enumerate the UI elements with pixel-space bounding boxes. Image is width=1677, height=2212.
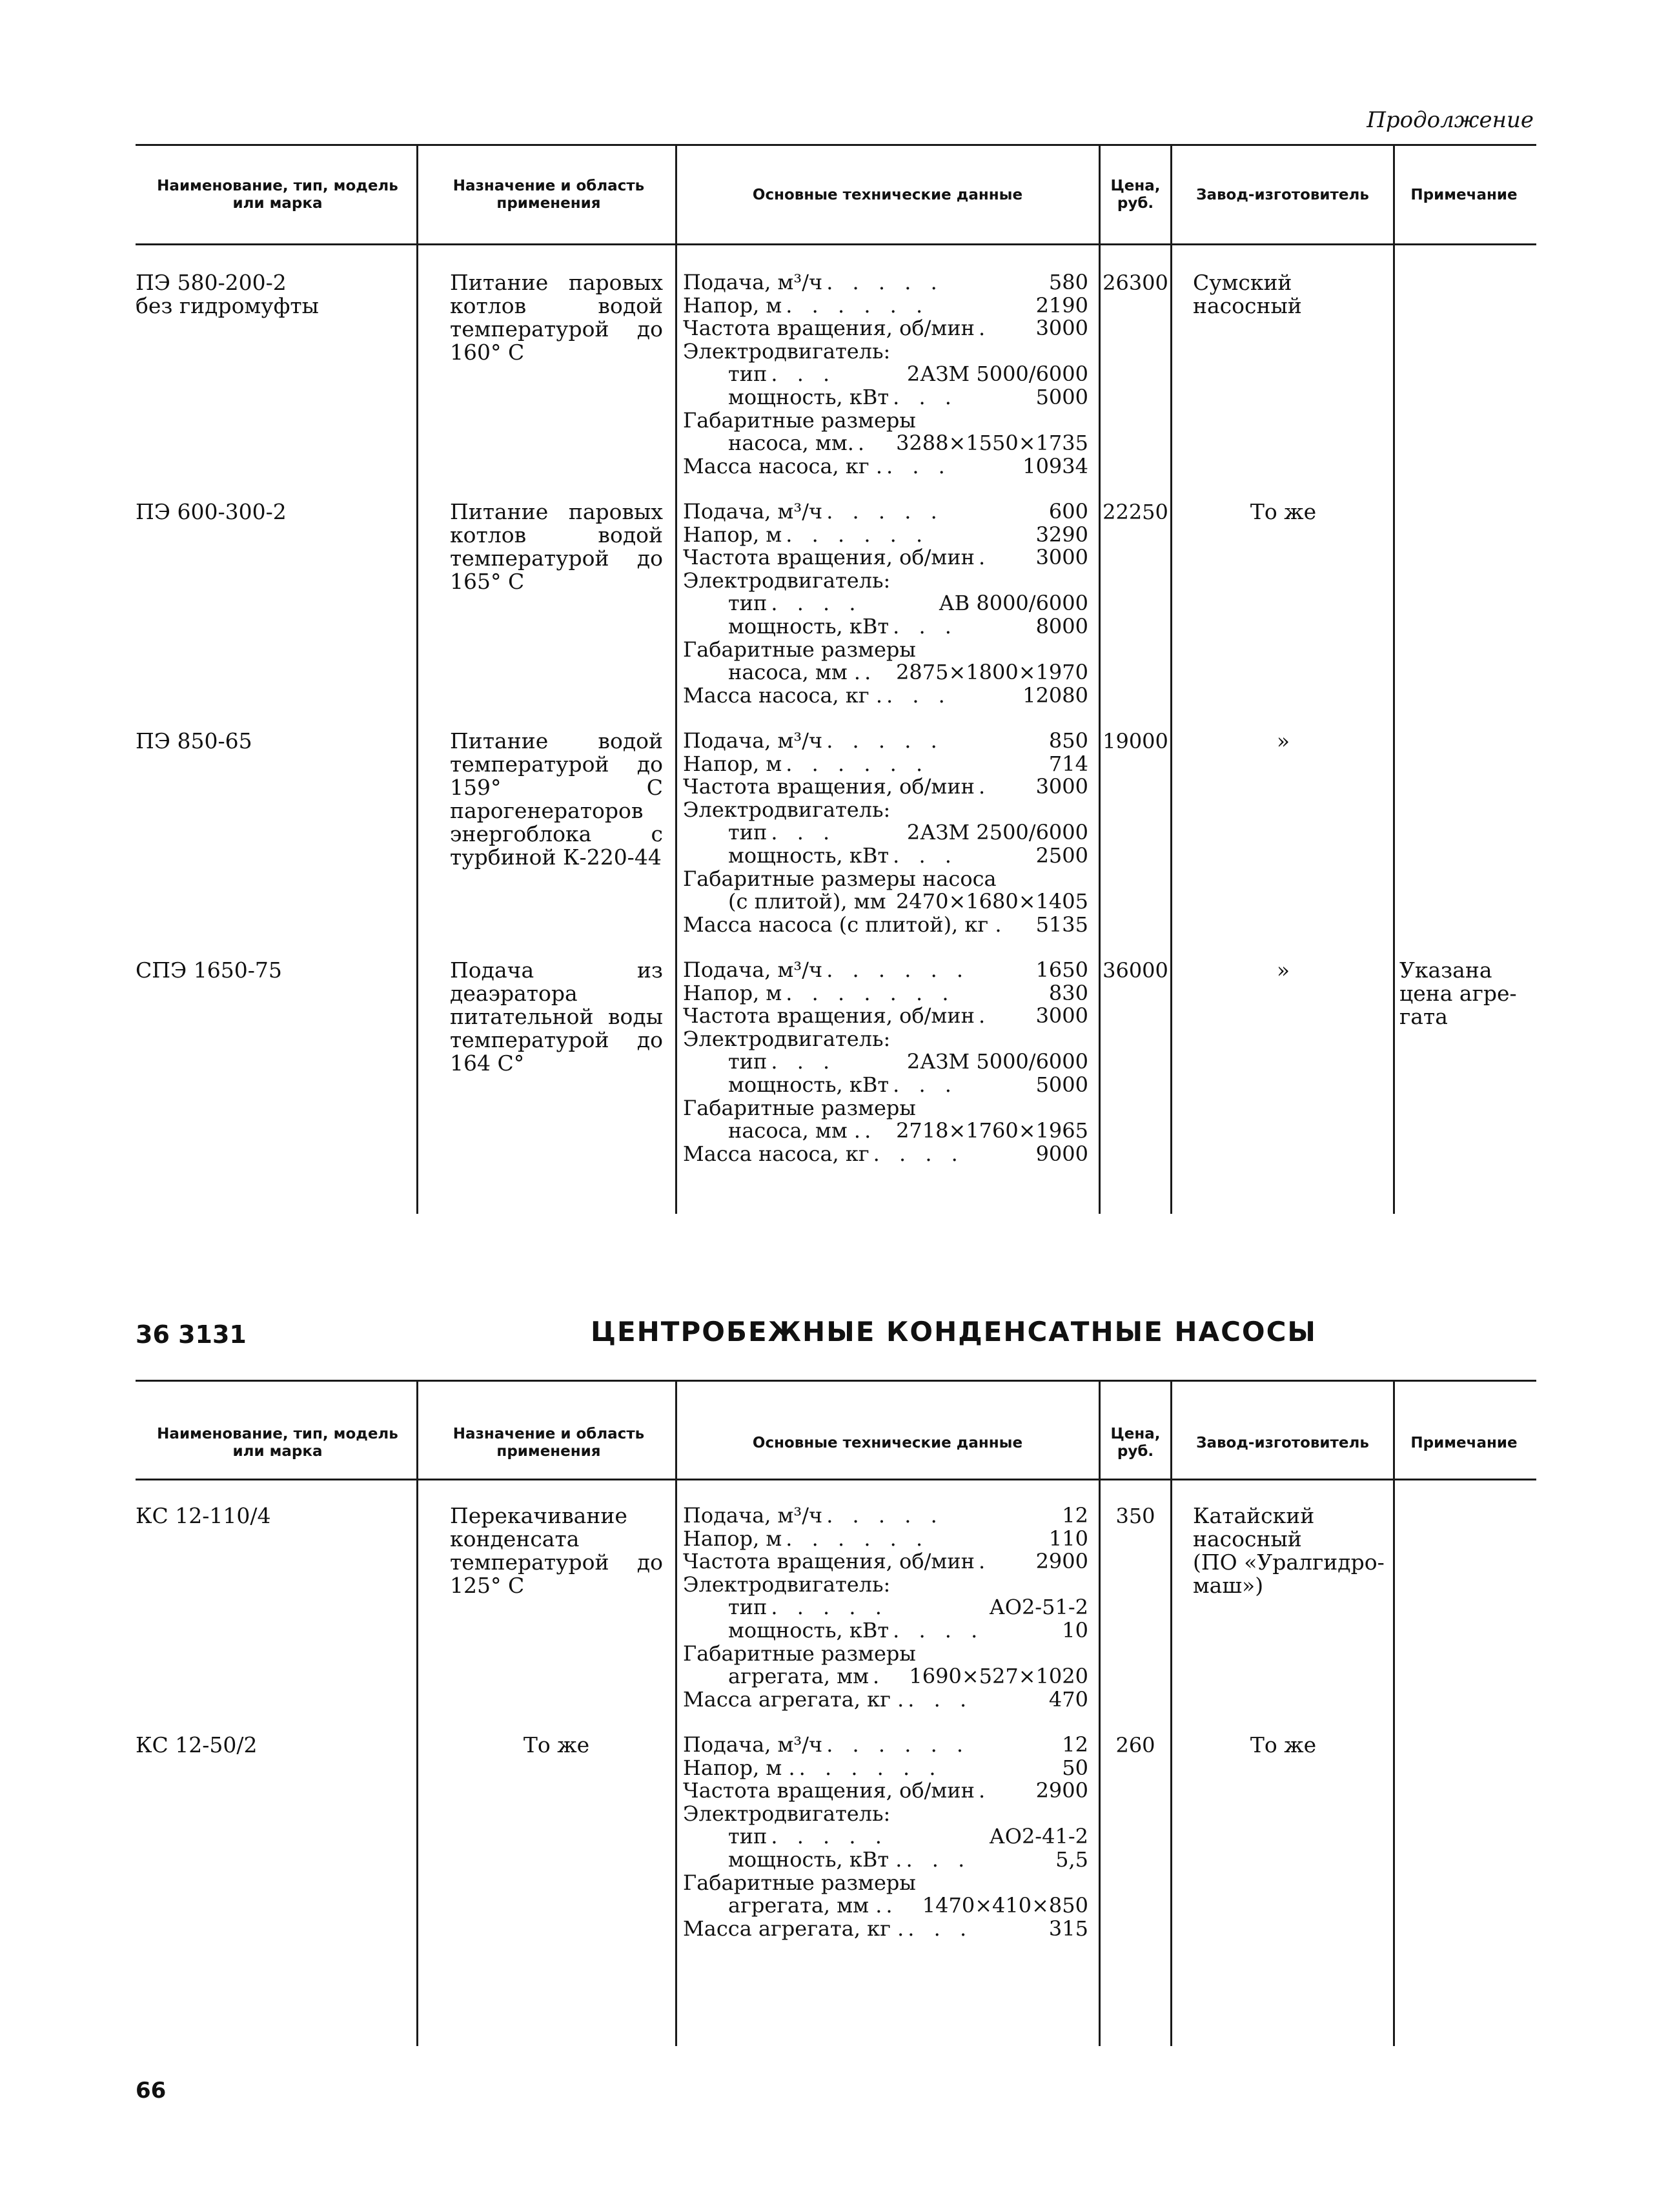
header-price: Цена, руб.: [1110, 178, 1161, 212]
tech-value: АВ 8000/6000: [939, 591, 1088, 616]
tech-label: Напор, м: [683, 292, 782, 318]
tech-row: [683, 455, 1088, 478]
tech-label: тип: [728, 362, 767, 387]
tech-leader: . . . . .: [826, 1504, 944, 1528]
tech-value: 9000: [1035, 1141, 1088, 1166]
tech-label: насоса, мм.: [728, 431, 854, 456]
tech-row: [683, 684, 1088, 708]
tech-label: Подача, м³/ч: [683, 1732, 823, 1757]
tech-leader: . . .: [771, 1050, 837, 1074]
tech-row: [683, 1097, 1088, 1120]
table1-top-rule: [136, 144, 1536, 146]
tech-label: Напор, м: [683, 980, 782, 1005]
tech-row: [683, 500, 1088, 524]
tech-row: [683, 409, 1088, 433]
tech-label: Частота вращения, об/мин: [683, 1549, 975, 1574]
tech-value: 5000: [1035, 384, 1088, 409]
tech-label: мощность, кВт: [728, 384, 889, 409]
tech-value: 12: [1062, 1732, 1088, 1757]
tech-value: 3000: [1035, 1003, 1088, 1029]
tech-value: 2900: [1035, 1778, 1088, 1803]
tech-row: [683, 730, 1088, 753]
tech-label: Масса насоса, кг .: [683, 682, 882, 708]
tech-leader: [916, 1643, 1088, 1666]
tech-leader: . . .: [893, 1073, 958, 1097]
tech-row: [683, 524, 1088, 547]
tech-leader: [916, 1097, 1088, 1120]
header-note: Примечание: [1410, 1434, 1518, 1451]
tech-value: 110: [1048, 1526, 1088, 1551]
tech-label: агрегата, мм: [728, 1664, 869, 1689]
tech-label: Габаритные размеры насоса: [683, 866, 997, 891]
table1-col-divider: [675, 145, 677, 1214]
header-maker: Завод-изготовитель: [1196, 186, 1369, 203]
tech-label: Электродвигатель:: [683, 568, 891, 593]
table-cell-name: КС 12-50/2: [136, 1732, 258, 1757]
tech-value: 10: [1062, 1617, 1088, 1643]
tech-label: мощность, кВт: [728, 613, 889, 639]
tech-leader: . . . . . .: [798, 1756, 942, 1780]
tech-label: тип: [728, 591, 767, 616]
header-purpose: Назначение и область применения: [452, 1426, 645, 1460]
tech-row: [683, 914, 1088, 937]
tech-row: [683, 1143, 1088, 1166]
tech-leader: . . . . . .: [786, 294, 930, 318]
table-cell-price: 36000: [1103, 958, 1168, 983]
tech-value: 12: [1062, 1503, 1088, 1528]
table-cell-maker: Сумский насосный: [1193, 270, 1302, 318]
tech-row: [683, 982, 1088, 1005]
tech-label: насоса, мм .: [728, 1118, 861, 1143]
tech-label: Масса насоса, кг .: [683, 453, 882, 478]
tech-leader: . . . . . . .: [786, 981, 955, 1005]
tech-leader: . . .: [908, 1917, 973, 1941]
tech-row: [683, 592, 1088, 615]
tech-value: 850: [1048, 728, 1088, 753]
tech-value: 830: [1048, 980, 1088, 1005]
tech-leader: . . . . .: [771, 1596, 888, 1619]
tech-row: [683, 1550, 1088, 1573]
tech-row: [683, 799, 1088, 822]
tech-row: [683, 1803, 1088, 1826]
tech-leader: [916, 639, 1088, 662]
tech-value: 2470×1680×1405: [896, 889, 1088, 914]
tech-label: мощность, кВт: [728, 1072, 889, 1097]
tech-leader: . . . . .: [826, 730, 944, 753]
tech-label: Габаритные размеры: [683, 1095, 916, 1120]
tech-label: Подача, м³/ч: [683, 958, 823, 982]
tech-row: [683, 1665, 1088, 1688]
table-cell-tech: [683, 1734, 1088, 1940]
tech-value: 3000: [1035, 774, 1088, 799]
tech-leader: . . .: [893, 615, 958, 639]
tech-row: [683, 1528, 1088, 1551]
tech-row: [683, 775, 1088, 799]
tech-leader: .: [886, 1894, 899, 1918]
tech-row: [683, 821, 1088, 845]
header-price: Цена, руб.: [1110, 1426, 1161, 1460]
tech-label: Масса агрегата, кг .: [683, 1686, 904, 1712]
section-code: 36 3131: [136, 1320, 247, 1349]
header-name: Наименование, тип, модель или марка: [157, 1426, 398, 1460]
table2-header-rule: [136, 1479, 1536, 1480]
tech-label: Напор, м: [683, 751, 782, 776]
tech-label: тип: [728, 1595, 767, 1620]
tech-leader: . . . . . .: [786, 1527, 930, 1551]
table-cell-price: 22250: [1103, 500, 1168, 524]
tech-leader: . . . . . .: [826, 959, 970, 982]
table-cell-price: 19000: [1103, 729, 1168, 753]
table-cell-purpose: Питание паровых котлов водой температурой до 165° С: [450, 499, 663, 594]
tech-row: [683, 959, 1088, 982]
tech-label: Частота вращения, об/мин: [683, 774, 975, 799]
tech-leader: . . . .: [893, 1619, 984, 1643]
tech-row: [683, 1825, 1088, 1848]
tech-label: Габаритные размеры: [683, 1641, 916, 1666]
tech-leader: [886, 890, 896, 914]
tech-leader: . . .: [893, 385, 958, 409]
tech-value: 315: [1048, 1916, 1088, 1941]
tech-label: Подача, м³/ч: [683, 728, 823, 753]
header-name: Наименование, тип, модель или марка: [157, 178, 398, 212]
tech-label: Габаритные размеры: [683, 407, 916, 433]
tech-row: [683, 271, 1088, 294]
tech-row: [683, 1918, 1088, 1941]
tech-leader: . . . . . .: [786, 752, 930, 776]
tech-leader: .: [864, 661, 878, 684]
tech-value: 3288×1550×1735: [896, 431, 1088, 456]
tech-label: Напор, м: [683, 1526, 782, 1551]
tech-value: 2718×1760×1965: [896, 1118, 1088, 1143]
tech-leader: [997, 868, 1088, 891]
header-tech: Основные технические данные: [752, 186, 1023, 203]
tech-row: [683, 1643, 1088, 1666]
tech-leader: .: [864, 1120, 878, 1143]
tech-leader: [916, 409, 1088, 433]
tech-leader: .: [857, 432, 871, 455]
tech-value: 2АЗМ 5000/6000: [906, 362, 1088, 387]
tech-value: 3000: [1035, 545, 1088, 570]
tech-row: [683, 890, 1088, 914]
tech-value: 1690×527×1020: [909, 1664, 1088, 1689]
tech-label: мощность, кВт .: [728, 1847, 902, 1872]
tech-label: Подача, м³/ч: [683, 499, 823, 524]
tech-leader: .: [978, 775, 992, 799]
tech-label: Масса агрегата, кг .: [683, 1916, 904, 1941]
tech-leader: [890, 569, 1088, 593]
tech-label: Электродвигатель:: [683, 1801, 891, 1826]
tech-value: 2900: [1035, 1549, 1088, 1574]
table-cell-tech: [683, 959, 1088, 1165]
header-purpose: Назначение и область применения: [452, 178, 645, 212]
table1-col-divider: [1099, 145, 1101, 1214]
tech-value: АО2-51-2: [989, 1595, 1088, 1620]
tech-leader: .: [978, 1779, 992, 1803]
table1-col-divider: [1393, 145, 1395, 1214]
table-cell-price: 350: [1115, 1504, 1155, 1528]
tech-label: Электродвигатель:: [683, 1026, 891, 1051]
tech-value: 12080: [1022, 682, 1088, 708]
table-cell-price: 260: [1115, 1733, 1155, 1757]
table-cell-purpose: Подача из деаэратора питательной воды температурой до 164 С°: [450, 958, 663, 1076]
tech-row: [683, 546, 1088, 569]
table1-header-rule: [136, 243, 1536, 245]
tech-leader: . . . . . .: [786, 523, 930, 547]
tech-label: тип: [728, 1824, 767, 1849]
tech-value: 1650: [1035, 958, 1088, 982]
tech-row: [683, 1894, 1088, 1918]
table-cell-tech: [683, 730, 1088, 936]
tech-value: 5135: [1035, 912, 1088, 937]
table-cell-name: ПЭ 580-200-2 без гидромуфты: [136, 270, 319, 318]
tech-row: [683, 1757, 1088, 1780]
table-cell-maker: Катайский насосный (ПО «Уралгидро- маш»): [1193, 1503, 1385, 1598]
tech-value: 2190: [1035, 292, 1088, 318]
tech-row: [683, 363, 1088, 386]
tech-row: [683, 1872, 1088, 1895]
tech-leader: . . .: [886, 455, 951, 478]
tech-row: [683, 845, 1088, 868]
table-cell-price: 26300: [1103, 271, 1168, 295]
tech-leader: [890, 1573, 1088, 1597]
tech-label: насоса, мм .: [728, 660, 861, 685]
table-cell-name: СПЭ 1650-75: [136, 958, 282, 983]
tech-label: Электродвигатель:: [683, 338, 891, 364]
table-cell-maker: »: [1276, 958, 1290, 983]
tech-label: Напор, м .: [683, 1755, 795, 1780]
table2-col-divider: [1393, 1381, 1395, 2046]
tech-label: Частота вращения, об/мин: [683, 1003, 975, 1029]
tech-leader: [890, 340, 1088, 364]
tech-row: [683, 868, 1088, 891]
tech-leader: . . .: [906, 1848, 971, 1872]
header-note: Примечание: [1410, 186, 1518, 203]
tech-row: [683, 1050, 1088, 1074]
table-cell-maker: »: [1276, 728, 1290, 753]
page-number: 66: [136, 2078, 167, 2104]
table1-col-divider: [416, 145, 418, 1214]
tech-leader: [890, 1028, 1088, 1051]
tech-leader: . . .: [893, 844, 958, 868]
tech-row: [683, 1573, 1088, 1597]
table-cell-note: Указана цена агре- гата: [1399, 958, 1517, 1029]
tech-leader: [890, 1803, 1088, 1826]
tech-row: [683, 1848, 1088, 1872]
tech-row: [683, 1074, 1088, 1097]
table2-col-divider: [1170, 1381, 1172, 2046]
tech-value: 580: [1048, 270, 1088, 294]
tech-value: 3000: [1035, 316, 1088, 341]
tech-value: 1470×410×850: [922, 1893, 1088, 1918]
tech-leader: .: [978, 1005, 992, 1028]
tech-value: 5,5: [1055, 1847, 1088, 1872]
tech-label: Электродвигатель:: [683, 1572, 891, 1597]
tech-row: [683, 1619, 1088, 1643]
tech-leader: .: [873, 1665, 886, 1688]
table-cell-tech: [683, 1504, 1088, 1711]
tech-leader: . . .: [771, 363, 837, 386]
table1-col-divider: [1170, 145, 1172, 1214]
table-cell-purpose: То же: [523, 1732, 590, 1757]
tech-leader: [890, 799, 1088, 822]
tech-label: Частота вращения, об/мин: [683, 545, 975, 570]
tech-value: 714: [1048, 751, 1088, 776]
tech-value: 600: [1048, 499, 1088, 524]
tech-row: [683, 386, 1088, 409]
tech-leader: . . .: [908, 1688, 973, 1712]
tech-label: мощность, кВт: [728, 843, 889, 868]
tech-row: [683, 317, 1088, 340]
table-cell-tech: [683, 271, 1088, 478]
tech-value: 470: [1048, 1686, 1088, 1712]
tech-label: тип: [728, 820, 767, 845]
tech-row: [683, 1779, 1088, 1803]
tech-label: Масса насоса, кг: [683, 1141, 869, 1166]
tech-value: 10934: [1022, 453, 1088, 478]
table-cell-purpose: Питание водой температурой до 159° С парогенераторов энергоблока с турбиной К-220-44: [450, 728, 663, 870]
tech-leader: . . .: [886, 684, 951, 708]
tech-leader: . . . . .: [826, 500, 944, 524]
tech-row: [683, 1120, 1088, 1143]
tech-row: [683, 639, 1088, 662]
tech-row: [683, 1028, 1088, 1051]
table-cell-tech: [683, 500, 1088, 707]
table2-col-divider: [675, 1381, 677, 2046]
tech-value: 2АЗМ 2500/6000: [906, 820, 1088, 845]
tech-label: Напор, м: [683, 522, 782, 547]
tech-row: [683, 661, 1088, 684]
tech-leader: [916, 1872, 1088, 1895]
tech-leader: [1002, 914, 1036, 937]
tech-value: 3290: [1035, 522, 1088, 547]
tech-leader: .: [978, 1550, 992, 1573]
tech-leader: . . . . .: [826, 271, 944, 294]
table2-col-divider: [1099, 1381, 1101, 2046]
table-cell-name: ПЭ 600-300-2: [136, 499, 287, 524]
table-cell-purpose: Питание паровых котлов водой температурой до 160° С: [450, 270, 663, 365]
tech-value: 2875×1800×1970: [896, 660, 1088, 685]
tech-leader: .: [978, 317, 992, 340]
tech-value: 50: [1062, 1755, 1088, 1780]
tech-row: [683, 1734, 1088, 1757]
tech-leader: . . . .: [873, 1142, 964, 1166]
tech-row: [683, 294, 1088, 318]
section-title: ЦЕНТРОБЕЖНЫЕ КОНДЕНСАТНЫЕ НАСОСЫ: [591, 1316, 1317, 1347]
tech-label: Габаритные размеры: [683, 1870, 916, 1895]
table-cell-name: ПЭ 850-65: [136, 728, 252, 753]
header-tech: Основные технические данные: [752, 1434, 1023, 1451]
tech-row: [683, 569, 1088, 593]
table2-col-divider: [416, 1381, 418, 2046]
tech-label: Частота вращения, об/мин: [683, 1778, 975, 1803]
table2-top-rule: [136, 1380, 1536, 1382]
tech-label: Масса насоса (с плитой), кг .: [683, 912, 1002, 937]
table-cell-name: КС 12-110/4: [136, 1503, 271, 1528]
tech-value: 2АЗМ 5000/6000: [906, 1049, 1088, 1074]
tech-label: Подача, м³/ч: [683, 270, 823, 294]
tech-row: [683, 1005, 1088, 1028]
tech-label: Габаритные размеры: [683, 637, 916, 662]
header-maker: Завод-изготовитель: [1196, 1434, 1369, 1451]
tech-label: мощность, кВт: [728, 1617, 889, 1643]
tech-label: Электродвигатель:: [683, 797, 891, 822]
tech-leader: . . . . . .: [826, 1734, 970, 1757]
tech-row: [683, 1688, 1088, 1712]
tech-label: (с плитой), мм: [728, 889, 886, 914]
tech-row: [683, 615, 1088, 639]
tech-leader: . . .: [771, 821, 837, 845]
table-cell-maker: То же: [1250, 499, 1317, 524]
tech-value: 8000: [1035, 613, 1088, 639]
tech-label: Частота вращения, об/мин: [683, 316, 975, 341]
tech-label: тип: [728, 1049, 767, 1074]
tech-value: 5000: [1035, 1072, 1088, 1097]
table-cell-maker: То же: [1250, 1732, 1317, 1757]
tech-label: Подача, м³/ч: [683, 1503, 823, 1528]
tech-leader: . . . .: [771, 592, 862, 615]
tech-label: агрегата, мм .: [728, 1893, 882, 1918]
continuation-label: Продолжение: [1367, 107, 1534, 133]
tech-value: АО2-41-2: [989, 1824, 1088, 1849]
table-cell-purpose: Перекачивание конденсата температурой до 125° С: [450, 1503, 663, 1598]
tech-row: [683, 432, 1088, 455]
tech-value: 2500: [1035, 843, 1088, 868]
tech-row: [683, 1596, 1088, 1619]
tech-leader: . . . . .: [771, 1825, 888, 1848]
tech-row: [683, 753, 1088, 776]
tech-row: [683, 340, 1088, 364]
tech-row: [683, 1504, 1088, 1528]
tech-leader: .: [978, 546, 992, 569]
